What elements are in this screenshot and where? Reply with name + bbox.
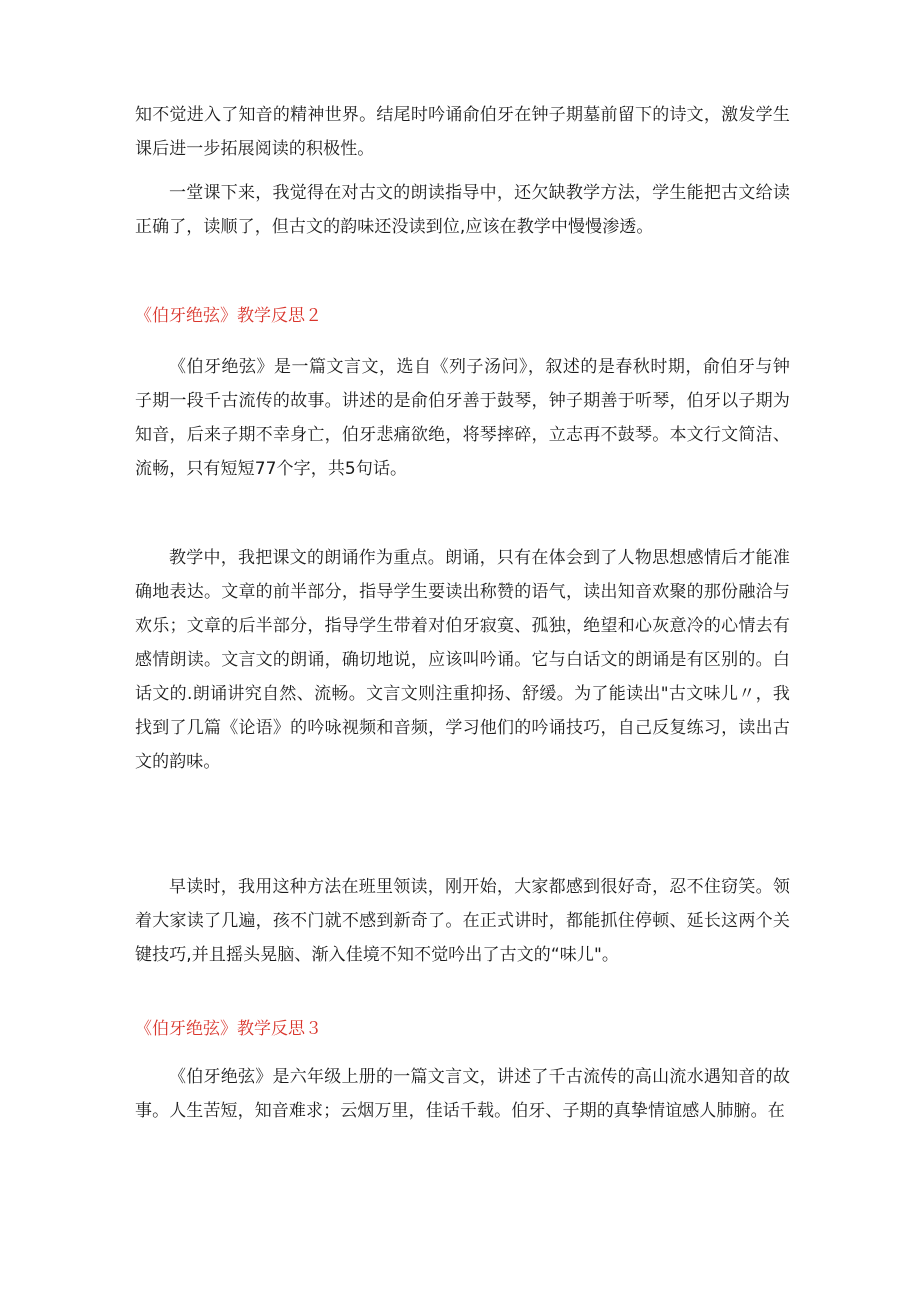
section-heading-3: 《伯牙绝弦》教学反思３ xyxy=(135,1019,322,1039)
paragraph-teaching-recitation: 教学中，我把课文的朗诵作为重点。朗诵，只有在体会到了人物思想感情后才能准确地表达。文章的前半部分，指导学生要读出称赞的语气，读出知音欢聚的那份融洽与欢乐；文章的后半部分，指导学生带着对伯牙寂寞、孤独，绝望和心灰意冷的心情去有感情朗读。文言文的朗诵，确切地说，应该叫吟诵。它与白话文的朗诵是有区别的。白话文的.朗诵讲究自然、流畅。文言文则注重抑扬、舒缓。为了能读出"古文味儿〃，我找到了几篇《论语》的吟咏视频和音频，学习他们的吟诵技巧，自己反复练习，读出古文的韵味。 xyxy=(135,548,790,772)
paragraph-section3-intro: 《伯牙绝弦》是六年级上册的一篇文言文，讲述了千古流传的高山流水遇知音的故事。人生苦短，知音难求；云烟万里，佳话千载。伯牙、子期的真挚情谊感人肺腑。在 xyxy=(135,1067,790,1121)
paragraph-morning-reading: 早读时，我用这种方法在班里领读，刚开始，大家都感到很好奇，忍不住窃笑。领着大家读了几遍，孩不门就不感到新奇了。在正式讲时，都能抓住停顿、延长这两个关键技巧,并且摇头晃脑、渐入佳境不知不觉吟出了古文的“味儿"。 xyxy=(135,877,790,965)
paragraph-text-overview: 《伯牙绝弦》是一篇文言文，选自《列子汤问》，叙述的是春秋时期，俞伯牙与钟子期一段千古流传的故事。讲述的是俞伯牙善于鼓琴，钟子期善于听琴，伯牙以子期为知音，后来子期不幸身亡，伯牙悲痛欲绝，将琴摔碎，立志再不鼓琴。本文行文简洁、流畅，只有短短77个字，共5句话。 xyxy=(135,357,790,479)
paragraph-intro-continuation: 知不觉进入了知音的精神世界。结尾时吟诵俞伯牙在钟子期墓前留下的诗文，激发学生课后进一步拓展阅读的积极性。 xyxy=(135,105,790,159)
paragraph-reflection-summary: 一堂课下来，我觉得在对古文的朗读指导中，还欠缺教学方法，学生能把古文给读正确了，读顺了，但古文的韵味还没读到位,应该在教学中慢慢渗透。 xyxy=(135,183,790,237)
section-heading-2: 《伯牙绝弦》教学反思２ xyxy=(135,306,322,326)
